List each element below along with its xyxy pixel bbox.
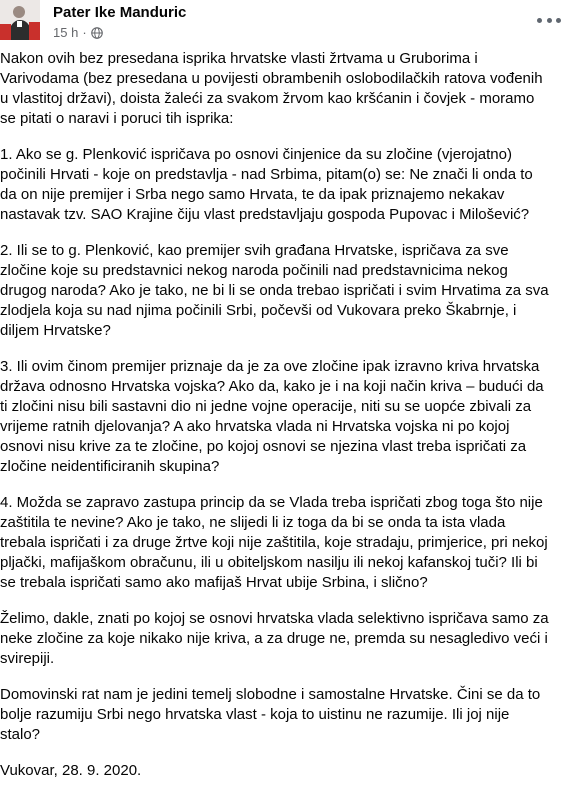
more-options-icon[interactable]	[537, 10, 561, 30]
author-avatar[interactable]	[0, 0, 40, 40]
post-paragraph: Domovinski rat nam je jedini temelj slobodne i samostalne Hrvatske. Čini se da to bolje razumiju Srbi nego hrvatska vlast - koja to uistinu ne razumije. Ili joj nije stalo?	[0, 686, 541, 743]
post-meta	[53, 25, 103, 40]
more-dot	[537, 18, 542, 23]
post-paragraph: 1. Ako se g. Plenković ispričava po osnovi činjenice da su zločine (vjerojatno) počinili Hrvati - koje on predstavlja - nad Srbima, pitam(o) se: Ne znači li onda to da on nije premijer i Srba nego samo Hrvata, te da ipak priznajemo nekakav nastavak tzv. SAO Krajine čiju vlast predstavljaju gospoda Pupovac i Milošević?	[0, 146, 533, 223]
profile-photo-icon	[0, 0, 40, 40]
post-header	[0, 0, 567, 46]
post-signature: Vukovar, 28. 9. 2020.	[0, 762, 142, 779]
post-paragraph: Nakon ovih bez presedana isprika hrvatske vlasti žrtvama u Gruborima i Varivodama (bez presedana u povijesti obrambenih oslobodilačkih ratova vođenih u vlastitoj državi), doista žaleći za svakom žrvom kao kršćanin i čovjek - moramo se pitati o naravi i poruci tih isprika:	[0, 50, 543, 127]
meta-separator: ·	[82, 25, 87, 40]
post-paragraph: Želimo, dakle, znati po kojoj se osnovi hrvatska vlada selektivno ispričava samo za neke zločine za koje nikako nije kriva, a za druge ne, premda su nesagledivo veći i svirepiji.	[0, 610, 549, 667]
post-paragraph: 3. Ili ovim činom premijer priznaje da je za ove zločine ipak izravno kriva hrvatska država odnosno Hrvatska vojska? Ako da, kako je i na koji način kriva – budući da ti zločini nisu bili sastavni dio ni jedne vojne operacije, niti su se uopće zbivali za vrijeme ratnih djelovanja? A ako hrvatska vlada ni Hrvatska vojska ni po kojoj osnovi nisu krive za te zločine, po kojoj osnovi se njezina vlast treba ispričati za zločine neidentificiranih skupina?	[0, 358, 544, 475]
globe-icon[interactable]	[91, 27, 103, 39]
post-paragraph: 2. Ili se to g. Plenković, kao premijer svih građana Hrvatske, ispričava za sve zločine koje su predstavnici nekog naroda počinili nad predstavnicima nekog drugog naroda? Ako je tako, ne bi li se onda trebao ispričati i svim Hrvatima za sva zlodjela koja su nad njima počinili Srbi, počevši od Vukovara preko Škabrnje, i diljem Hrvatske?	[0, 242, 549, 339]
more-dot	[556, 18, 561, 23]
post-time[interactable]: 15 h	[53, 25, 79, 40]
more-dot	[547, 18, 552, 23]
author-name[interactable]: Pater Ike Manduric	[53, 4, 187, 21]
post-paragraph: 4. Možda se zapravo zastupa princip da se Vlada treba ispričati zbog toga što nije zaštitila te nevine? Ako je tako, ne slijedi li iz toga da bi se onda ta ista vlada trebala ispričati i za druge žrtve koji nije zaštitila, koje stradaju, primjerice, pri nekoj pljački, mafijaškom obračunu, ili u obiteljskom nasilju ili nekoj kafanskoj tuči? Ili bi se trebala ispričati samo ako mafijaš Hrvat ubije Srbina, i slično?	[0, 494, 548, 591]
post-body	[0, 49, 552, 797]
